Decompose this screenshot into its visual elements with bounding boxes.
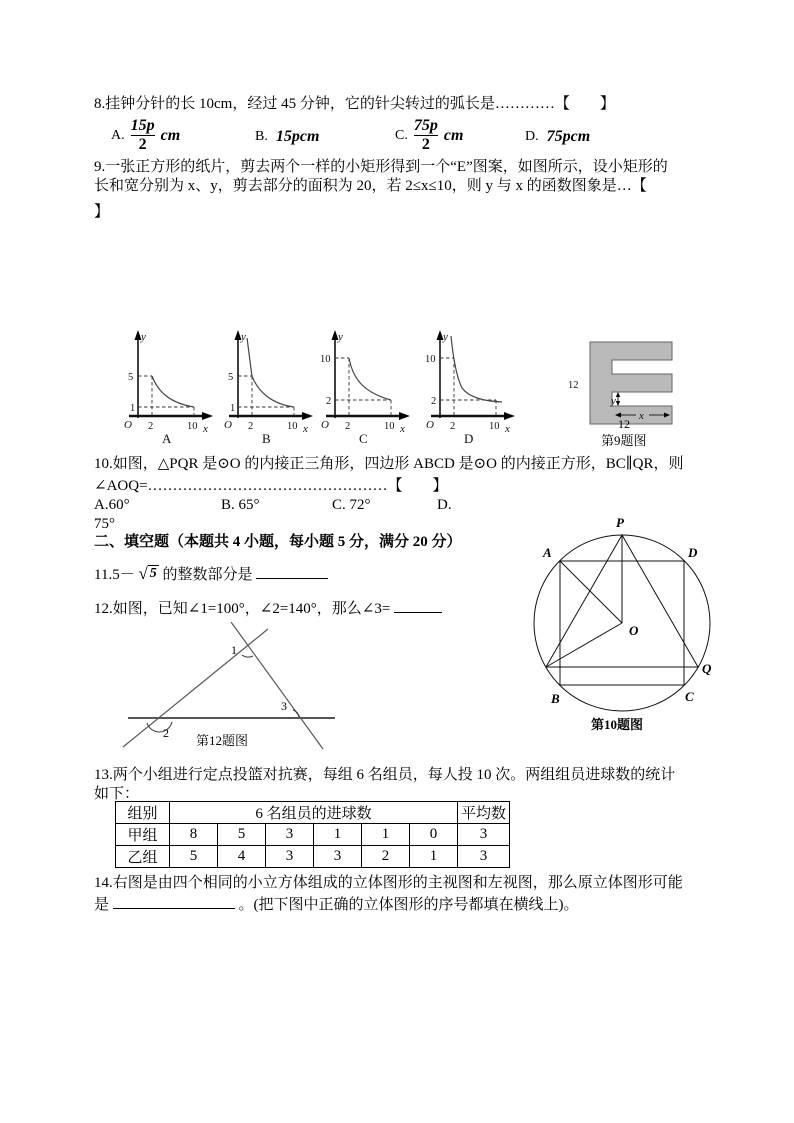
- question-9-line3: 】: [94, 204, 110, 220]
- y-axis-label: y: [338, 331, 343, 343]
- q8-option-c-unit: cm: [443, 126, 464, 144]
- radical-sign: √: [138, 564, 148, 583]
- figure-9-caption: 第9题图: [601, 433, 647, 448]
- score-cell: 1: [362, 824, 410, 846]
- circle-figure: [525, 513, 720, 713]
- q8-option-d: [525, 128, 590, 146]
- point-c-label: C: [685, 689, 694, 704]
- q8-option-b-label: B.: [255, 129, 268, 144]
- function-curve: [247, 338, 294, 407]
- question-13-line2: 如下：: [94, 786, 140, 802]
- y-axis-label: y: [241, 331, 246, 343]
- score-cell: 5: [218, 824, 266, 846]
- score-cell: 2: [362, 846, 410, 868]
- e-left-dimension: 12: [568, 380, 579, 391]
- question-10-line2: ∠AOQ=…………………………………………【 】: [94, 478, 448, 494]
- square-root-expression: [138, 565, 158, 582]
- q8-option-a-fraction: [128, 117, 158, 154]
- y-tick: 1: [130, 403, 136, 414]
- guide-lines: [440, 358, 496, 416]
- score-cell: 1: [410, 846, 458, 868]
- question-14-line1: 14.右图是由四个相同的小立方体组成的立体图形的主视图和左视图，那么原立体图形可能: [94, 875, 683, 891]
- e-bottom-dimension: 12: [618, 417, 630, 431]
- q8-option-b-value: 15pcm: [275, 128, 320, 145]
- x-tick: 2: [345, 421, 351, 432]
- function-curve: [349, 358, 391, 400]
- table-header-row: [116, 802, 510, 824]
- score-cell: 3: [266, 846, 314, 868]
- point-p-label: P: [616, 515, 624, 530]
- origin-label: O: [321, 419, 329, 431]
- figure-12-caption: 第12题图: [196, 733, 249, 748]
- graph-option-d: [420, 328, 520, 446]
- guide-lines: [335, 358, 391, 416]
- origin-label: O: [426, 419, 434, 431]
- x-axis: [229, 412, 313, 420]
- header-average: 平均数: [458, 802, 510, 824]
- angle-3-label: 3: [281, 699, 287, 713]
- question-14-line2: [94, 893, 579, 915]
- angle-2-label: 2: [163, 726, 169, 740]
- x-axis: [326, 412, 410, 420]
- y-tick: 5: [128, 372, 134, 383]
- function-curve: [451, 336, 502, 402]
- q10-option-c: C. 72°: [332, 497, 371, 513]
- q11-suffix: 的整数部分是: [162, 567, 253, 583]
- q14-suffix: 。(把下图中正确的立体图形的序号都填在横线上)。: [238, 897, 579, 913]
- section-2-heading: 二、填空题（本题共 4 小题，每小题 5 分，满分 20 分）: [94, 534, 462, 550]
- q14-prefix: 是: [94, 897, 110, 913]
- y-axis-label: y: [443, 331, 448, 343]
- point-o-label: O: [629, 623, 639, 638]
- q8-option-c-label: C.: [395, 127, 408, 143]
- average-cell: 3: [458, 846, 510, 868]
- x-tick: 10: [489, 421, 500, 432]
- y-axis: [332, 330, 339, 418]
- y-dimension-arrow: [616, 392, 620, 406]
- graph-option-b: [218, 328, 318, 446]
- fraction-numerator: 75p: [413, 117, 438, 134]
- q8-option-a: [111, 117, 180, 154]
- graph-letter: B: [262, 431, 271, 446]
- q8-option-b: [255, 128, 319, 146]
- y-tick: 10: [320, 354, 331, 365]
- x-tick: 2: [450, 421, 456, 432]
- q10-option-d-value: 75°: [94, 516, 115, 532]
- x-axis: [129, 412, 213, 420]
- q8-option-a-label: A.: [111, 127, 125, 143]
- q10-option-a: A.60°: [94, 497, 130, 513]
- table-row-group1: [116, 824, 510, 846]
- q8-option-d-value: 75pcm: [546, 128, 591, 145]
- angle-1-arc: [242, 655, 253, 657]
- y-axis-label: y: [141, 331, 146, 343]
- question-8-text: 8.挂钟分针的长 10cm，经过 45 分钟，它的针尖转过的弧长是…………【 】: [94, 96, 615, 112]
- e-shape: [590, 342, 672, 424]
- q12-text: 12.如图，已知∠1=100°，∠2=140°，那么∠3=: [94, 601, 391, 617]
- q10-option-d: D.: [437, 497, 452, 513]
- question-12-text: [94, 597, 442, 619]
- y-tick: 5: [228, 372, 234, 383]
- header-scores: 6 名组员的进球数: [170, 802, 458, 824]
- x-tick: 10: [384, 421, 395, 432]
- score-cell: 1: [314, 824, 362, 846]
- fraction-denominator: 2: [414, 135, 438, 154]
- table-row-group2: [116, 846, 510, 868]
- point-a-label: A: [543, 545, 552, 560]
- q8-option-c: [395, 117, 463, 154]
- radicand: 5: [149, 566, 157, 581]
- y-tick: 2: [431, 396, 437, 407]
- x-tick: 10: [187, 421, 198, 432]
- x-axis-label: x: [505, 423, 510, 435]
- x-axis: [431, 412, 515, 420]
- question-11-text: [94, 563, 328, 585]
- fraction-denominator: 2: [131, 135, 155, 154]
- y-axis: [437, 330, 444, 418]
- x-tick: 2: [148, 421, 154, 432]
- question-9-line1: 9.一张正方形的纸片，剪去两个一样的小矩形得到一个“E”图案，如图所示，设小矩形的: [94, 159, 668, 175]
- graph-letter: C: [359, 431, 368, 446]
- x-tick: 10: [287, 421, 298, 432]
- angle-1-label: 1: [231, 643, 237, 657]
- y-tick: 2: [326, 396, 332, 407]
- question-10-line1: 10.如图，△PQR 是⊙O 的内接正三角形，四边形 ABCD 是⊙O 的内接正方形，BC∥QR，则: [94, 456, 684, 472]
- origin-label: O: [224, 419, 232, 431]
- point-q-label: Q: [702, 661, 712, 676]
- q11-answer-blank: [256, 563, 328, 579]
- q11-prefix: 11.5－: [94, 567, 135, 583]
- x-axis-label: x: [303, 423, 308, 435]
- q10-option-b: B. 65°: [221, 497, 260, 513]
- score-cell: 3: [314, 846, 362, 868]
- function-curve: [152, 376, 194, 407]
- x-tick: 2: [248, 421, 254, 432]
- e-y-label: y: [611, 395, 616, 407]
- figure-10-caption: 第10题图: [591, 717, 644, 732]
- origin-label: O: [124, 419, 132, 431]
- y-axis: [135, 330, 142, 418]
- q8-option-d-label: D.: [525, 129, 539, 144]
- q12-answer-blank: [394, 597, 442, 613]
- score-cell: 5: [170, 846, 218, 868]
- angle-3-arc: [293, 710, 299, 717]
- score-cell: 3: [266, 824, 314, 846]
- x-axis-label: x: [203, 423, 208, 435]
- header-group: 组别: [116, 802, 170, 824]
- row-name: 甲组: [116, 824, 170, 846]
- question-13-line1: 13.两个小组进行定点投篮对抗赛，每组 6 名组员，每人投 10 次。两组组员进球数的统计: [94, 767, 676, 783]
- row-name: 乙组: [116, 846, 170, 868]
- q8-option-a-unit: cm: [160, 126, 181, 144]
- score-cell: 0: [410, 824, 458, 846]
- y-axis: [235, 330, 242, 418]
- score-cell: 8: [170, 824, 218, 846]
- point-d-label: D: [688, 545, 698, 560]
- e-x-label: x: [639, 410, 644, 422]
- score-cell: 4: [218, 846, 266, 868]
- average-cell: 3: [458, 824, 510, 846]
- graph-option-c: [315, 328, 415, 446]
- q14-answer-blank: [113, 893, 235, 909]
- question-9-line2: 长和宽分别为 x、y，剪去部分的面积为 20，若 2≤x≤10，则 y 与 x 的函数图象是…【: [94, 178, 647, 194]
- x-axis-label: x: [400, 423, 405, 435]
- y-tick: 10: [425, 354, 436, 365]
- graph-letter: D: [464, 431, 474, 446]
- graph-letter: A: [162, 431, 172, 446]
- fraction-numerator: 15p: [130, 117, 155, 134]
- point-b-label: B: [551, 691, 560, 706]
- score-table: [115, 801, 510, 868]
- q8-option-c-fraction: [411, 117, 441, 154]
- graph-option-a: [118, 328, 218, 446]
- y-tick: 1: [230, 403, 236, 414]
